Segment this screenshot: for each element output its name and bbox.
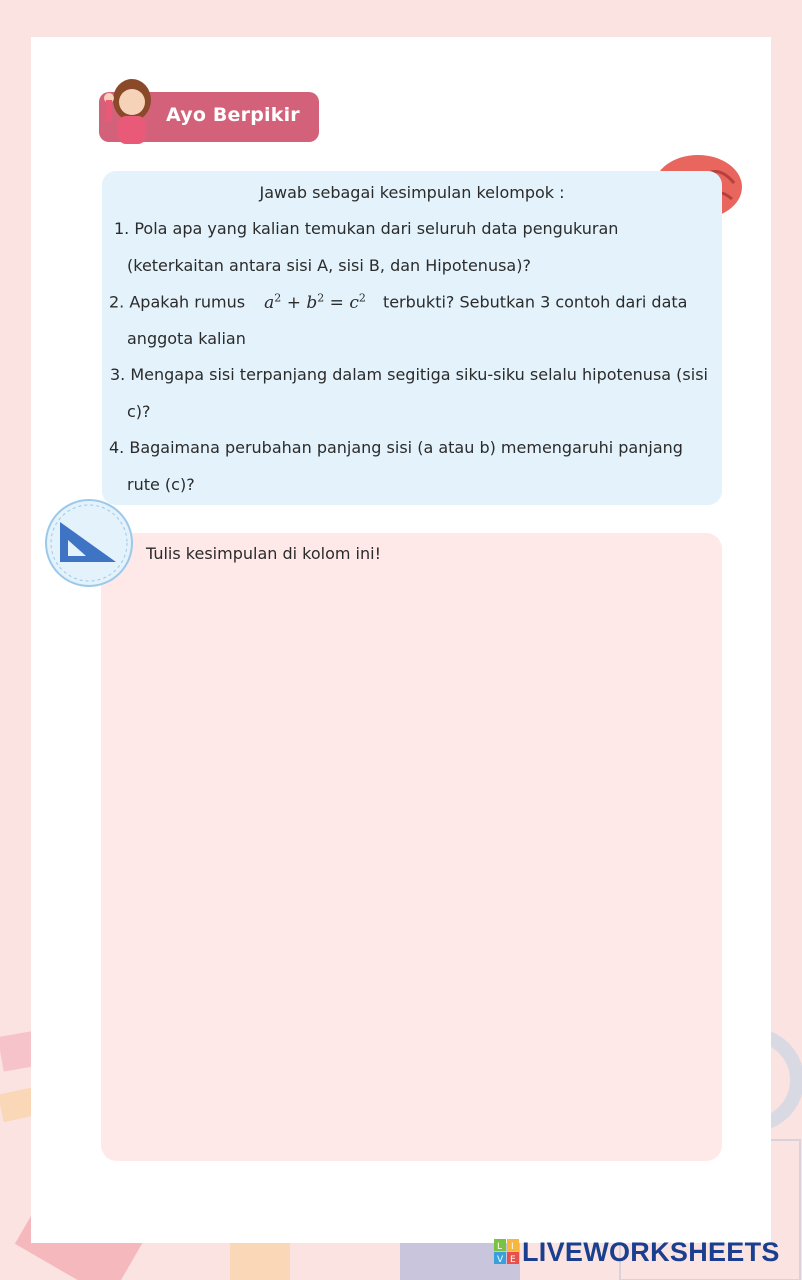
liveworksheets-logo-text[interactable]: LIVEWORKSHEETS [522, 1237, 780, 1267]
question-3-line2: c)? [127, 402, 151, 421]
pythagoras-formula: $a^2 + b^2 = c^2$ [264, 291, 366, 313]
question-4-line2: rute (c)? [127, 475, 195, 494]
girl-avatar-icon [100, 74, 160, 144]
svg-text:L: L [497, 1242, 503, 1252]
question-1-line2: (keterkaitan antara sisi A, sisi B, dan Hipotenusa)? [127, 256, 531, 275]
svg-text:E: E [510, 1255, 516, 1265]
section-title: Ayo Berpikir [166, 104, 300, 126]
question-1-line1: 1. Pola apa yang kalian temukan dari seluruh data pengukuran [114, 219, 619, 238]
question-2-after-formula: terbukti? Sebutkan 3 contoh dari data [382, 292, 688, 312]
question-2-line2: anggota kalian [127, 329, 246, 348]
set-square-ruler-icon [44, 498, 134, 588]
question-2-line1 [109, 291, 687, 313]
svg-text:V: V [497, 1255, 504, 1265]
answer-instruction: Tulis kesimpulan di kolom ini! [146, 544, 381, 563]
question-intro: Jawab sebagai kesimpulan kelompok : [259, 183, 565, 202]
question-2-before-formula: 2. Apakah rumus [109, 292, 246, 312]
answer-textbox[interactable] [101, 533, 722, 1161]
svg-text:I: I [511, 1242, 514, 1252]
question-4-line1: 4. Bagaimana perubahan panjang sisi (a atau b) memengaruhi panjang [109, 438, 683, 457]
question-3-line1: 3. Mengapa sisi terpanjang dalam segitiga siku-siku selalu hipotenusa (sisi [110, 365, 708, 384]
liveworksheets-logo-icon [494, 1239, 520, 1265]
